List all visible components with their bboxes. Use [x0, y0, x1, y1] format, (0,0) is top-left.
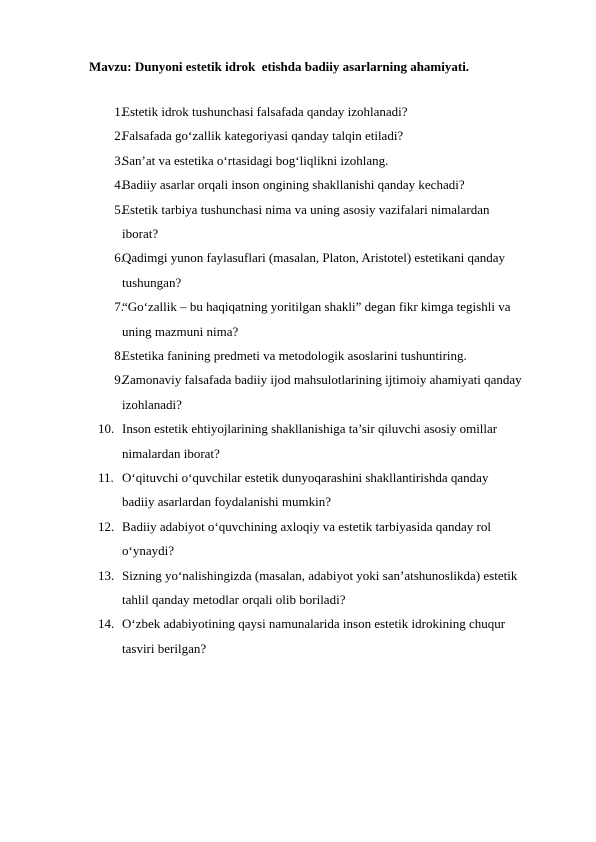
question-text-line: Falsafada go‘zallik kategoriyasi qanday talqin etiladi?: [122, 128, 404, 144]
question-text-line: Badiiy asarlar orqali inson ongining shakllanishi qanday kechadi?: [122, 177, 465, 193]
question-number: 1.: [114, 104, 124, 119]
question-text-line: Inson estetik ehtiyojlarining shakllanishiga ta’sir qiluvchi asosiy omillar: [122, 421, 498, 437]
question-text-line: O‘qituvchi o‘quvchilar estetik dunyoqarashini shakllantirishda qanday: [122, 470, 489, 485]
question-text-line: tushungan?: [122, 274, 182, 290]
document-title: Mavzu: Dunyoni estetik idrok etishda badiiy asarlarning ahamiyati.: [89, 59, 470, 74]
question-text-line: nimalardan iborat?: [122, 445, 220, 461]
question-text-line: Estetika fanining predmeti va metodologik asoslarini tushuntiring.: [122, 348, 467, 363]
question-text-line: izohlanadi?: [122, 396, 182, 412]
question-text-line: badiiy asarlardan foydalanishi mumkin?: [122, 494, 332, 510]
question-text-line: O‘zbek adabiyotining qaysi namunalarida inson estetik idrokining chuqur: [122, 616, 506, 632]
question-number: 4.: [114, 177, 124, 193]
question-number: 8.: [114, 348, 124, 363]
question-text-line: Zamonaviy falsafada badiiy ijod mahsulotlarining ijtimoiy ahamiyati qanday: [122, 372, 522, 388]
question-text-line: tahlil qanday metodlar orqali olib boriladi?: [122, 591, 346, 607]
question-text-line: uning mazmuni nima?: [122, 323, 239, 339]
question-text-line: Estetik tarbiya tushunchasi nima va uning asosiy vazifalari nimalardan: [122, 201, 490, 217]
question-number: 12.: [98, 518, 115, 534]
question-text-line: “Go‘zallik – bu haqiqatning yoritilgan shakli” degan fikr kimga tegishli va: [122, 299, 511, 315]
question-text-line: o‘ynaydi?: [122, 543, 174, 559]
question-text-line: Estetik idrok tushunchasi falsafada qanday izohlanadi?: [122, 104, 408, 119]
question-number: 3.: [114, 152, 124, 168]
question-number: 13.: [98, 567, 115, 583]
question-number: 10.: [98, 421, 115, 437]
question-number: 6.: [114, 250, 124, 266]
question-text-line: Sizning yo‘nalishingizda (masalan, adabiyot yoki san’atshunoslikda) estetik: [122, 567, 518, 583]
question-text-line: tasviri berilgan?: [122, 640, 207, 656]
question-number: 5.: [114, 201, 124, 217]
question-text-line: Badiiy adabiyot o‘quvchining axloqiy va estetik tarbiyasida qanday rol: [122, 518, 491, 534]
question-text-line: San’at va estetika o‘rtasidagi bog‘liqlikni izohlang.: [122, 152, 389, 168]
question-number: 11.: [98, 470, 114, 485]
question-number: 7.: [114, 299, 124, 315]
question-number: 9.: [114, 372, 124, 388]
question-number: 2.: [114, 128, 124, 144]
question-text-line: Qadimgi yunon faylasuflari (masalan, Platon, Aristotel) estetikani qanday: [122, 250, 506, 266]
question-text-line: iborat?: [122, 225, 159, 241]
question-number: 14.: [98, 616, 115, 632]
